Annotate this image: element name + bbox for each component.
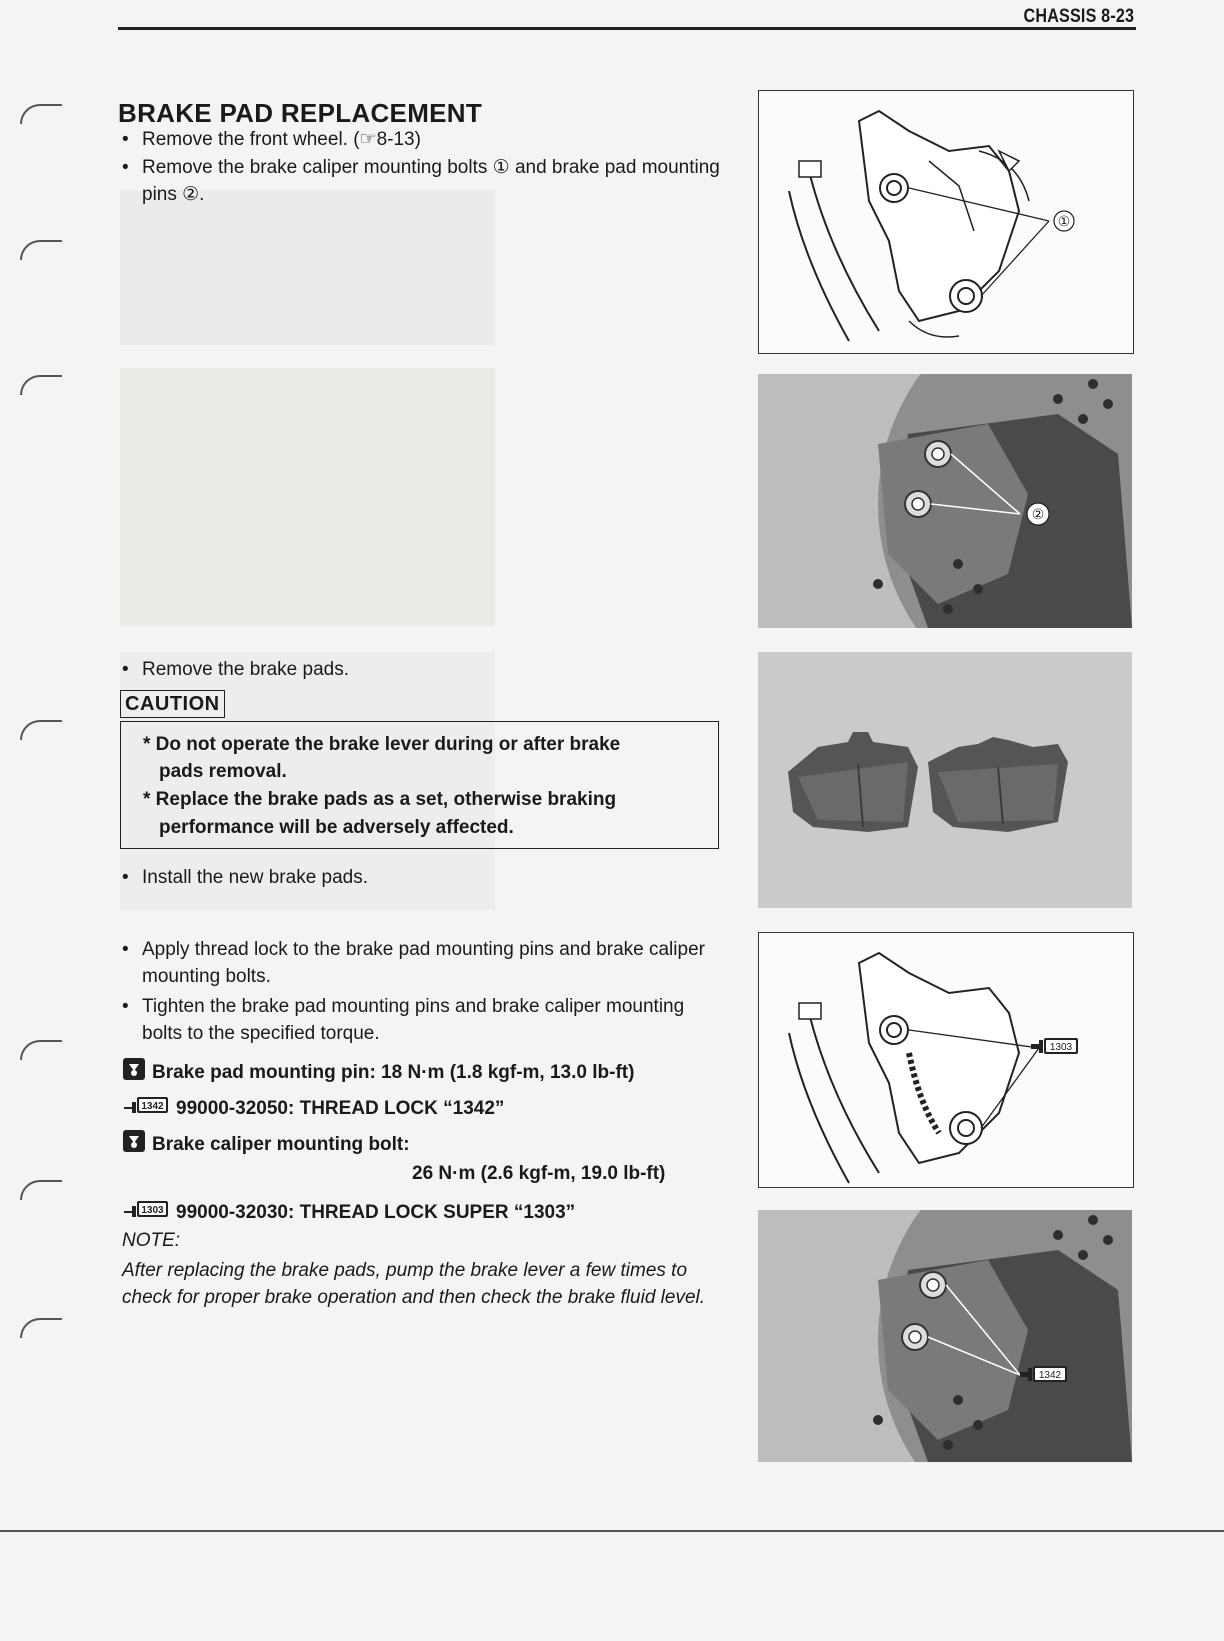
bleed-through-image <box>120 190 495 345</box>
caution-text: * Replace the brake pads as a set, otherwise braking <box>143 789 617 810</box>
figure-badge-1303: 1303 <box>1049 1042 1073 1053</box>
thread-lock-spec-1342: 1342 99000-32050: THREAD LOCK “1342” <box>122 1094 504 1124</box>
step-text: Remove the brake caliper mounting bolts ① and brake pad mounting pins ②. <box>142 157 720 205</box>
binder-mark <box>20 720 62 740</box>
caliper-line-drawing <box>759 91 1133 353</box>
callout-2: ② <box>1031 507 1045 523</box>
bleed-through-image <box>120 368 495 626</box>
step-item: • Apply thread lock to the brake pad mounting pins and brake caliper mounting bolts. <box>122 936 727 990</box>
binder-mark <box>20 240 62 260</box>
page-header: CHASSIS 8-23 <box>1023 6 1134 27</box>
caliper-photo <box>758 1210 1132 1462</box>
caution-text: performance will be adversely affected. <box>159 817 514 838</box>
torque-wrench-icon <box>122 1057 146 1089</box>
caution-box <box>120 721 719 849</box>
figure-badge-1342: 1342 <box>1038 1370 1062 1381</box>
figure-caliper-bolts <box>758 90 1134 354</box>
binder-mark <box>20 1040 62 1060</box>
torque-spec-pad-pin: Brake pad mounting pin: 18 N·m (1.8 kgf-m, 13.0 lb-ft) <box>122 1057 634 1089</box>
step-text: Apply thread lock to the brake pad mounting pins and brake caliper mounting bolts. <box>142 939 705 987</box>
torque-value-caliper-bolt: 26 N·m (2.6 kgf-m, 19.0 lb-ft) <box>412 1163 666 1184</box>
brake-pads-photo <box>758 652 1132 908</box>
step-item: • Remove the brake caliper mounting bolts ① and brake pad mounting pins ②. <box>122 154 732 208</box>
figure-caliper-threadlock-photo <box>758 1210 1132 1462</box>
binder-mark <box>20 104 62 124</box>
torque-spec-caliper-bolt: Brake caliper mounting bolt: <box>122 1129 410 1161</box>
section-title: BRAKE PAD REPLACEMENT <box>118 98 483 128</box>
torque-wrench-icon <box>122 1129 146 1161</box>
header-rule <box>118 27 1136 30</box>
step-text: Install the new brake pads. <box>142 867 369 888</box>
callout-1: ① <box>1057 214 1071 230</box>
note-body: After replacing the brake pads, pump the brake lever a few times to check for proper brake operation and then check the brake fluid level. <box>122 1260 706 1308</box>
thread-lock-icon <box>122 1094 170 1124</box>
step-text: Tighten the brake pad mounting pins and brake caliper mounting bolts to the specified torque. <box>142 996 685 1044</box>
caliper-line-drawing <box>759 933 1133 1187</box>
thread-lock-icon <box>122 1198 170 1228</box>
binder-mark <box>20 1318 62 1338</box>
thread-lock-spec-1303: 1303 99000-32030: THREAD LOCK SUPER “1303” <box>122 1198 575 1228</box>
note-heading: NOTE: <box>122 1230 181 1251</box>
step-item: • Install the new brake pads. <box>122 864 732 891</box>
step-item: • Remove the front wheel. (☞8-13) <box>122 126 732 153</box>
step-text: Remove the brake pads. <box>142 659 350 680</box>
figure-brake-pads-photo <box>758 652 1132 908</box>
step-text: Remove the front wheel. (☞8-13) <box>142 129 421 150</box>
caution-text: * Do not operate the brake lever during or after brake <box>143 734 621 755</box>
caliper-photo <box>758 374 1132 628</box>
step-item: • Remove the brake pads. <box>122 656 732 683</box>
thread-lock-badge-text: 1342 <box>141 1101 164 1112</box>
binder-mark <box>20 375 62 395</box>
figure-caliper-pins-photo <box>758 374 1132 628</box>
step-item: • Tighten the brake pad mounting pins and brake caliper mounting bolts to the specified torque. <box>122 993 727 1047</box>
binder-mark <box>20 1180 62 1200</box>
thread-lock-badge-text: 1303 <box>141 1205 164 1216</box>
figure-caliper-threadlock-drawing <box>758 932 1134 1188</box>
caution-label: CAUTION <box>120 690 225 718</box>
page-edge-rule <box>0 1530 1224 1532</box>
caution-text: pads removal. <box>159 761 287 782</box>
